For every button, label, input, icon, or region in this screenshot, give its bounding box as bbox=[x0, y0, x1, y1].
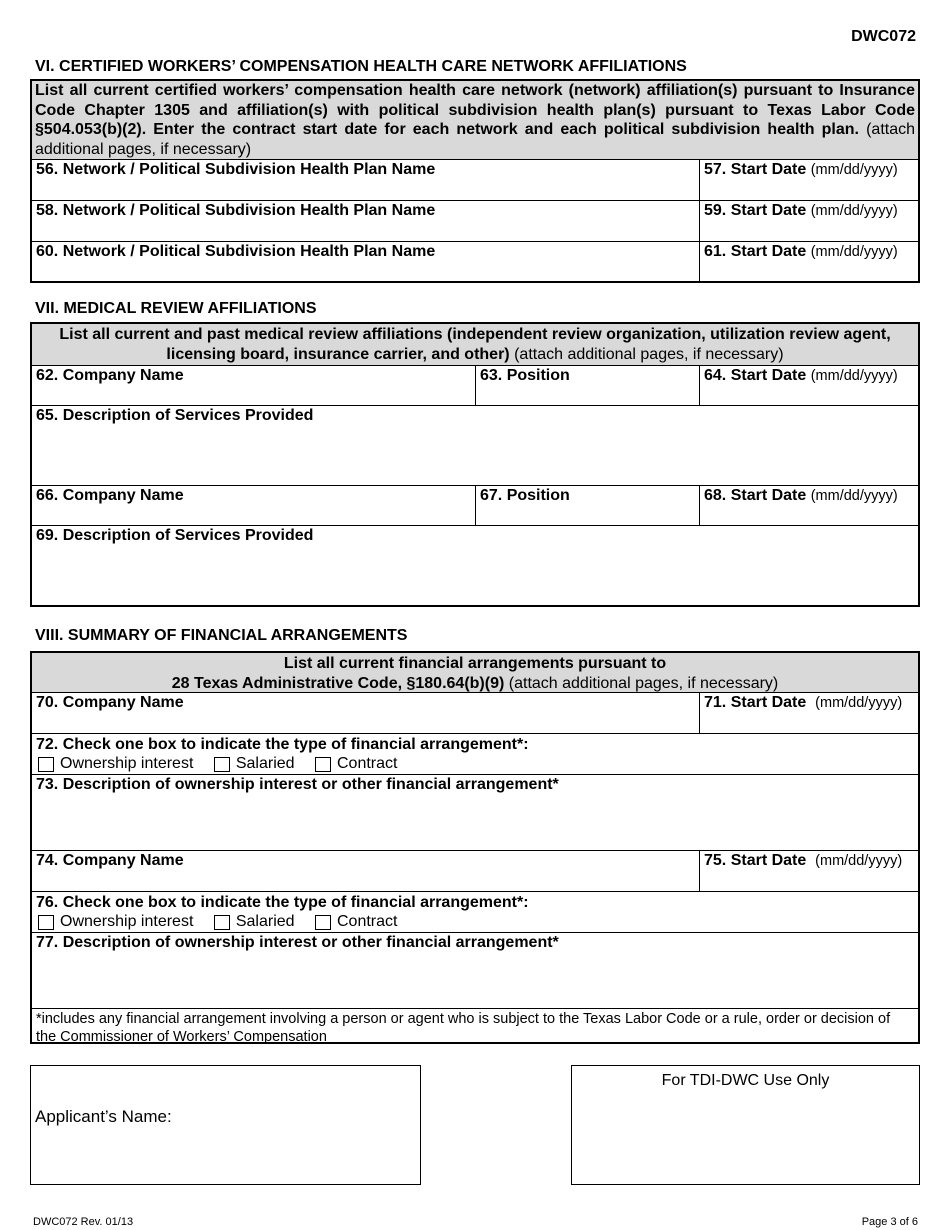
section-6-instructions-text: List all current certified workers’ compensation health care network (network) affiliation(s) pursuant to Insurance Code Chapter 1305 and affiliation(s) with political subdivision health plan(s) pursuant to Texas Labor Code §504.053(b)(2). Enter the contract start date for each network and each political subdivision health plan. bbox=[35, 82, 915, 138]
company-name-field[interactable]: 74. Company Name bbox=[36, 852, 184, 869]
option-label: Contract bbox=[337, 913, 398, 930]
start-date-label: 57. Start Date bbox=[704, 161, 807, 178]
arrangement-type-label: 76. Check one box to indicate the type of financial arrangement*: bbox=[36, 894, 529, 911]
checkbox[interactable] bbox=[315, 757, 331, 772]
services-description-field[interactable]: 69. Description of Services Provided bbox=[36, 527, 314, 544]
form-id: DWC072 bbox=[851, 28, 916, 45]
network-row bbox=[32, 160, 918, 201]
review-description-row bbox=[32, 526, 918, 605]
option-label: Contract bbox=[337, 755, 398, 772]
section-8-instructions-line1: List all current financial arrangements pursuant to bbox=[283, 655, 667, 672]
section-8-instructions-line2 bbox=[32, 674, 918, 694]
start-date-label: 68. Start Date bbox=[704, 487, 807, 504]
start-date-label: 64. Start Date bbox=[704, 367, 807, 384]
section-7-title: VII. MEDICAL REVIEW AFFILIATIONS bbox=[35, 300, 317, 317]
position-field[interactable]: 67. Position bbox=[475, 486, 699, 525]
checkbox[interactable] bbox=[214, 757, 230, 772]
footnote: *includes any financial arrangement involving a person or agent who is subject to the Texas Labor Code or a rule, order or decision of the Commissioner of Workers’ Compensation bbox=[36, 1011, 891, 1045]
option-salaried[interactable] bbox=[212, 913, 295, 931]
date-format: (mm/dd/yyyy) bbox=[815, 853, 903, 869]
position-field[interactable]: 63. Position bbox=[475, 366, 699, 405]
applicant-name-box[interactable] bbox=[30, 1065, 421, 1185]
arrangement-type-field bbox=[32, 892, 918, 932]
option-label: Ownership interest bbox=[60, 913, 194, 930]
office-use-box bbox=[571, 1065, 920, 1185]
start-date-field[interactable] bbox=[699, 486, 918, 525]
start-date-field[interactable] bbox=[699, 366, 918, 405]
network-start-date-field[interactable] bbox=[699, 160, 918, 200]
network-name-field[interactable]: 56. Network / Political Subdivision Health Plan Name bbox=[36, 161, 436, 178]
date-format: (mm/dd/yyyy) bbox=[810, 203, 898, 219]
checkbox[interactable] bbox=[38, 757, 54, 772]
section-7-table bbox=[30, 322, 920, 607]
revision-label: DWC072 Rev. 01/13 bbox=[33, 1216, 134, 1228]
arrangement-description-field[interactable]: 77. Description of ownership interest or other financial arrangement* bbox=[36, 934, 559, 951]
arrangement-type-row bbox=[32, 734, 918, 775]
tac-reference: 28 Texas Administrative Code, §180.64(b)(9) bbox=[171, 674, 505, 692]
section-6-instructions bbox=[32, 81, 918, 160]
option-contract[interactable] bbox=[313, 913, 397, 931]
network-row bbox=[32, 242, 918, 282]
arrangement-options bbox=[36, 755, 914, 777]
services-description-field[interactable]: 65. Description of Services Provided bbox=[36, 407, 314, 424]
review-company-row bbox=[32, 366, 918, 406]
date-format: (mm/dd/yyyy) bbox=[810, 488, 898, 504]
review-company-row bbox=[32, 486, 918, 526]
financial-company-row bbox=[32, 851, 918, 892]
arrangement-type-field bbox=[32, 734, 918, 774]
section-8-instructions-note: (attach additional pages, if necessary) bbox=[508, 674, 779, 692]
network-row bbox=[32, 201, 918, 242]
company-name-field[interactable]: 62. Company Name bbox=[36, 367, 184, 384]
date-format: (mm/dd/yyyy) bbox=[810, 244, 898, 260]
section-7-instructions bbox=[32, 324, 918, 366]
start-date-label: 61. Start Date bbox=[704, 243, 807, 260]
network-start-date-field[interactable] bbox=[699, 201, 918, 241]
arrangement-description-field[interactable]: 73. Description of ownership interest or other financial arrangement* bbox=[36, 776, 559, 793]
network-name-field[interactable]: 60. Network / Political Subdivision Health Plan Name bbox=[36, 243, 436, 260]
office-use-label: For TDI-DWC Use Only bbox=[661, 1072, 830, 1089]
start-date-label: 75. Start Date bbox=[704, 852, 807, 869]
option-ownership-interest[interactable] bbox=[36, 755, 193, 773]
option-salaried[interactable] bbox=[212, 755, 295, 773]
section-6-title: VI. CERTIFIED WORKERS’ COMPENSATION HEALTH CARE NETWORK AFFILIATIONS bbox=[35, 58, 687, 75]
company-name-field[interactable]: 66. Company Name bbox=[36, 487, 184, 504]
page-number: Page 3 of 6 bbox=[861, 1216, 918, 1228]
section-8-title: VIII. SUMMARY OF FINANCIAL ARRANGEMENTS bbox=[35, 627, 408, 644]
section-7-instructions-note: (attach additional pages, if necessary) bbox=[514, 345, 784, 363]
checkbox[interactable] bbox=[315, 915, 331, 930]
section-6-instructions-note: (attach additional pages, if necessary) bbox=[35, 121, 916, 158]
start-date-field[interactable] bbox=[699, 851, 918, 891]
arrangement-description-row bbox=[32, 933, 918, 1009]
option-ownership-interest[interactable] bbox=[36, 913, 193, 931]
date-format: (mm/dd/yyyy) bbox=[815, 695, 903, 711]
option-label: Ownership interest bbox=[60, 755, 194, 772]
financial-company-row bbox=[32, 693, 918, 734]
company-name-field[interactable]: 70. Company Name bbox=[36, 694, 184, 711]
network-name-field[interactable]: 58. Network / Political Subdivision Health Plan Name bbox=[36, 202, 436, 219]
review-description-row bbox=[32, 406, 918, 486]
arrangement-type-label: 72. Check one box to indicate the type of financial arrangement*: bbox=[36, 736, 529, 753]
arrangement-type-row bbox=[32, 892, 918, 933]
date-format: (mm/dd/yyyy) bbox=[810, 162, 898, 178]
date-format: (mm/dd/yyyy) bbox=[810, 368, 898, 384]
option-label: Salaried bbox=[235, 913, 295, 930]
checkbox[interactable] bbox=[214, 915, 230, 930]
section-8-instructions bbox=[32, 653, 918, 693]
section-6-table bbox=[30, 79, 920, 283]
checkbox[interactable] bbox=[38, 915, 54, 930]
section-7-instructions-text: List all current and past medical review affiliations (independent review organization, utilization review agent, licensing board, insurance carrier, and other) bbox=[59, 326, 891, 363]
arrangement-options bbox=[36, 913, 914, 935]
start-date-label: 59. Start Date bbox=[704, 202, 807, 219]
option-contract[interactable] bbox=[313, 755, 397, 773]
arrangement-description-row bbox=[32, 775, 918, 851]
start-date-label: 71. Start Date bbox=[704, 694, 807, 711]
start-date-field[interactable] bbox=[699, 693, 918, 733]
section-8-table bbox=[30, 651, 920, 1044]
network-start-date-field[interactable] bbox=[699, 242, 918, 282]
applicant-name-label: Applicant’s Name: bbox=[35, 1107, 172, 1126]
option-label: Salaried bbox=[235, 755, 295, 772]
